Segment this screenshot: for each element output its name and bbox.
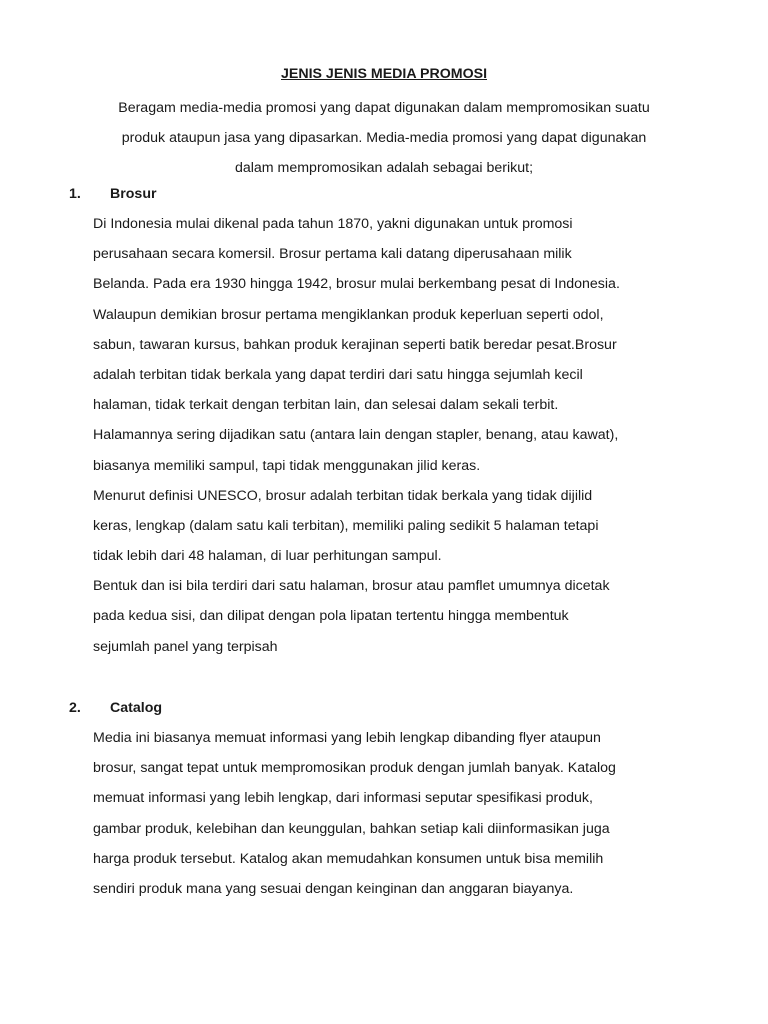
- section-body-catalog: [93, 723, 733, 904]
- body-line: perusahaan secara komersil. Brosur pertama kali datang diperusahaan milik: [93, 246, 572, 263]
- body-line: Di Indonesia mulai dikenal pada tahun 1870, yakni digunakan untuk promosi: [93, 216, 573, 232]
- body-line: sendiri produk mana yang sesuai dengan keinginan dan anggaran biayanya.: [93, 880, 574, 897]
- body-line: sejumlah panel yang terpisah: [93, 638, 278, 655]
- section-title: Catalog: [110, 700, 163, 716]
- body-line: pada kedua sisi, dan dilipat dengan pola lipatan tertentu hingga membentuk: [93, 608, 569, 625]
- body-line: tidak lebih dari 48 halaman, di luar perhitungan sampul.: [93, 548, 442, 565]
- document-title: JENIS JENIS MEDIA PROMOSI: [280, 66, 488, 82]
- section-number: 1.: [69, 186, 81, 202]
- body-line: Menurut definisi UNESCO, brosur adalah terbitan tidak berkala yang tidak dijilid: [93, 487, 593, 504]
- body-line: harga produk tersebut. Katalog akan memudahkan konsumen untuk bisa memilih: [93, 850, 604, 867]
- body-line: brosur, sangat tepat untuk mempromosikan produk dengan jumlah banyak. Katalog: [93, 760, 616, 777]
- body-line: sabun, tawaran kursus, bahkan produk kerajinan seperti batik beredar pesat.Brosur: [93, 336, 617, 353]
- section-title: Brosur: [110, 186, 157, 202]
- body-line: gambar produk, kelebihan dan keunggulan, bahkan setiap kali diinformasikan juga: [93, 820, 610, 837]
- body-line: halaman, tidak terkait dengan terbitan lain, dan selesai dalam sekali terbit.: [93, 397, 559, 414]
- intro-paragraph: [88, 93, 680, 184]
- body-line: Belanda. Pada era 1930 hingga 1942, brosur mulai berkembang pesat di Indonesia.: [93, 276, 620, 293]
- body-line: adalah terbitan tidak berkala yang dapat terdiri dari satu hingga sejumlah kecil: [93, 366, 583, 383]
- body-line: Halamannya sering dijadikan satu (antara lain dengan stapler, benang, atau kawat),: [93, 427, 619, 444]
- body-line: biasanya memiliki sampul, tapi tidak menggunakan jilid keras.: [93, 457, 481, 474]
- body-line: keras, lengkap (dalam satu kali terbitan), memiliki paling sedikit 5 halaman tetapi: [93, 517, 599, 534]
- intro-line: produk ataupun jasa yang dipasarkan. Media-media promosi yang dapat digunakan: [121, 130, 647, 147]
- intro-line: Beragam media-media promosi yang dapat digunakan dalam mempromosikan suatu: [118, 100, 650, 116]
- section-body-brosur: [93, 209, 733, 662]
- body-line: Media ini biasanya memuat informasi yang lebih lengkap dibanding flyer ataupun: [93, 730, 601, 746]
- body-line: memuat informasi yang lebih lengkap, dari informasi seputar spesifikasi produk,: [93, 790, 593, 807]
- body-line: Bentuk dan isi bila terdiri dari satu halaman, brosur atau pamflet umumnya dicetak: [93, 578, 610, 595]
- section-number: 2.: [69, 700, 81, 716]
- body-line: Walaupun demikian brosur pertama mengiklankan produk keperluan seperti odol,: [93, 306, 604, 323]
- intro-line: dalam mempromosikan adalah sebagai berikut;: [234, 160, 534, 177]
